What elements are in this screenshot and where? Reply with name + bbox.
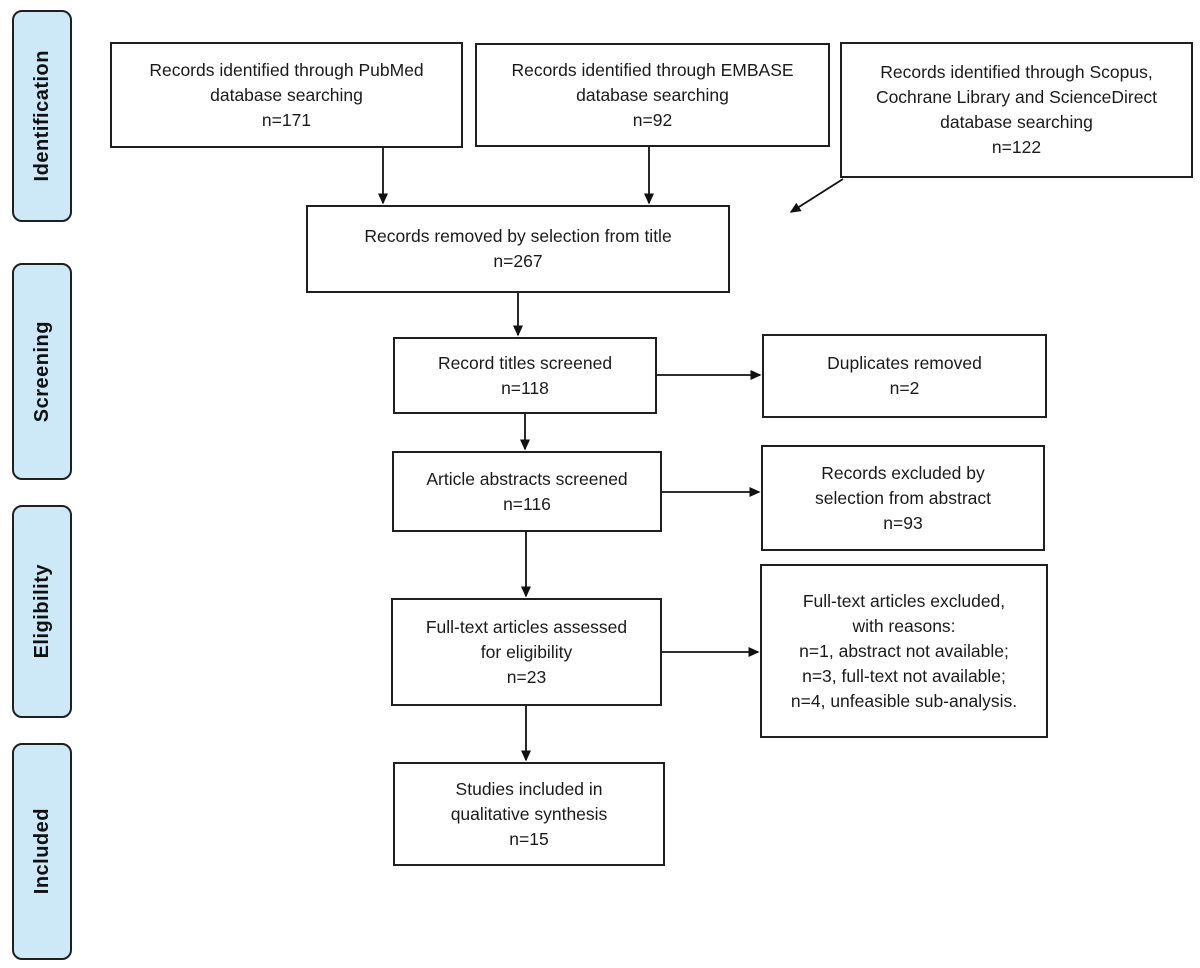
box-text-line: database searching	[210, 84, 363, 105]
box-records-pubmed	[110, 42, 463, 148]
box-text-line: Studies included in	[455, 778, 603, 799]
box-text-line: for eligibility	[480, 641, 573, 662]
box-text-line: Records removed by selection from title	[364, 226, 672, 246]
box-text-line: n=1, abstract not available;	[799, 640, 1009, 661]
box-text-line: Records identified through EMBASE	[511, 59, 794, 80]
box-text-line: Full-text articles assessed	[425, 616, 628, 637]
box-included-qualitative	[393, 762, 665, 866]
box-duplicates-removed	[762, 334, 1047, 418]
arrow-scopus-to-removed	[791, 179, 843, 212]
box-text-line: database searching	[576, 84, 729, 105]
box-text-line: n=3, full-text not available;	[802, 665, 1006, 686]
box-abstracts-screened	[392, 451, 662, 532]
box-records-scopus	[840, 42, 1193, 178]
box-text-line: n=92	[632, 109, 673, 130]
stage-included	[12, 743, 72, 960]
box-text-line: with reasons:	[852, 615, 956, 636]
box-text-line: Full-text articles excluded,	[802, 590, 1006, 611]
box-text-line: Article abstracts screened	[426, 468, 628, 489]
box-text-line: selection from abstract	[814, 487, 992, 508]
box-text-line: Cochrane Library and ScienceDirect	[875, 87, 1158, 107]
box-text-line: Record titles screened	[437, 352, 613, 373]
stage-eligibility-label: Eligibility	[30, 564, 53, 659]
box-excluded-abstract	[761, 445, 1045, 551]
stage-identification-label: Identification	[30, 50, 53, 182]
box-text-line: n=267	[493, 251, 543, 271]
box-text-line: n=15	[509, 828, 549, 849]
box-records-removed-title	[306, 205, 730, 293]
stage-eligibility	[12, 505, 72, 718]
box-text-line: n=118	[501, 377, 549, 398]
stage-identification	[12, 10, 72, 222]
box-fulltext-assessed	[391, 598, 662, 706]
box-text-line: qualitative synthesis	[450, 803, 608, 824]
box-text-line: n=116	[503, 493, 551, 514]
box-fulltext-excluded	[760, 564, 1048, 738]
box-text-line: n=23	[506, 666, 547, 687]
box-text-line: Records excluded by	[821, 462, 985, 483]
box-text-line: n=171	[261, 109, 312, 130]
box-text-line: Records identified through PubMed	[149, 59, 424, 80]
box-text-line: Duplicates removed	[827, 353, 982, 373]
box-record-titles-screened	[393, 337, 657, 414]
box-text-line: n=122	[991, 137, 1042, 157]
box-text-line: n=2	[889, 378, 920, 398]
box-text-line: database searching	[940, 112, 1093, 132]
stage-screening-label: Screening	[30, 320, 53, 423]
stage-screening	[12, 263, 72, 480]
stage-included-label: Included	[30, 808, 53, 895]
box-text-line: n=93	[883, 512, 923, 533]
box-text-line: Records identified through Scopus,	[880, 62, 1153, 82]
box-text-line: n=4, unfeasible sub-analysis.	[790, 690, 1018, 711]
box-records-embase	[475, 43, 830, 147]
